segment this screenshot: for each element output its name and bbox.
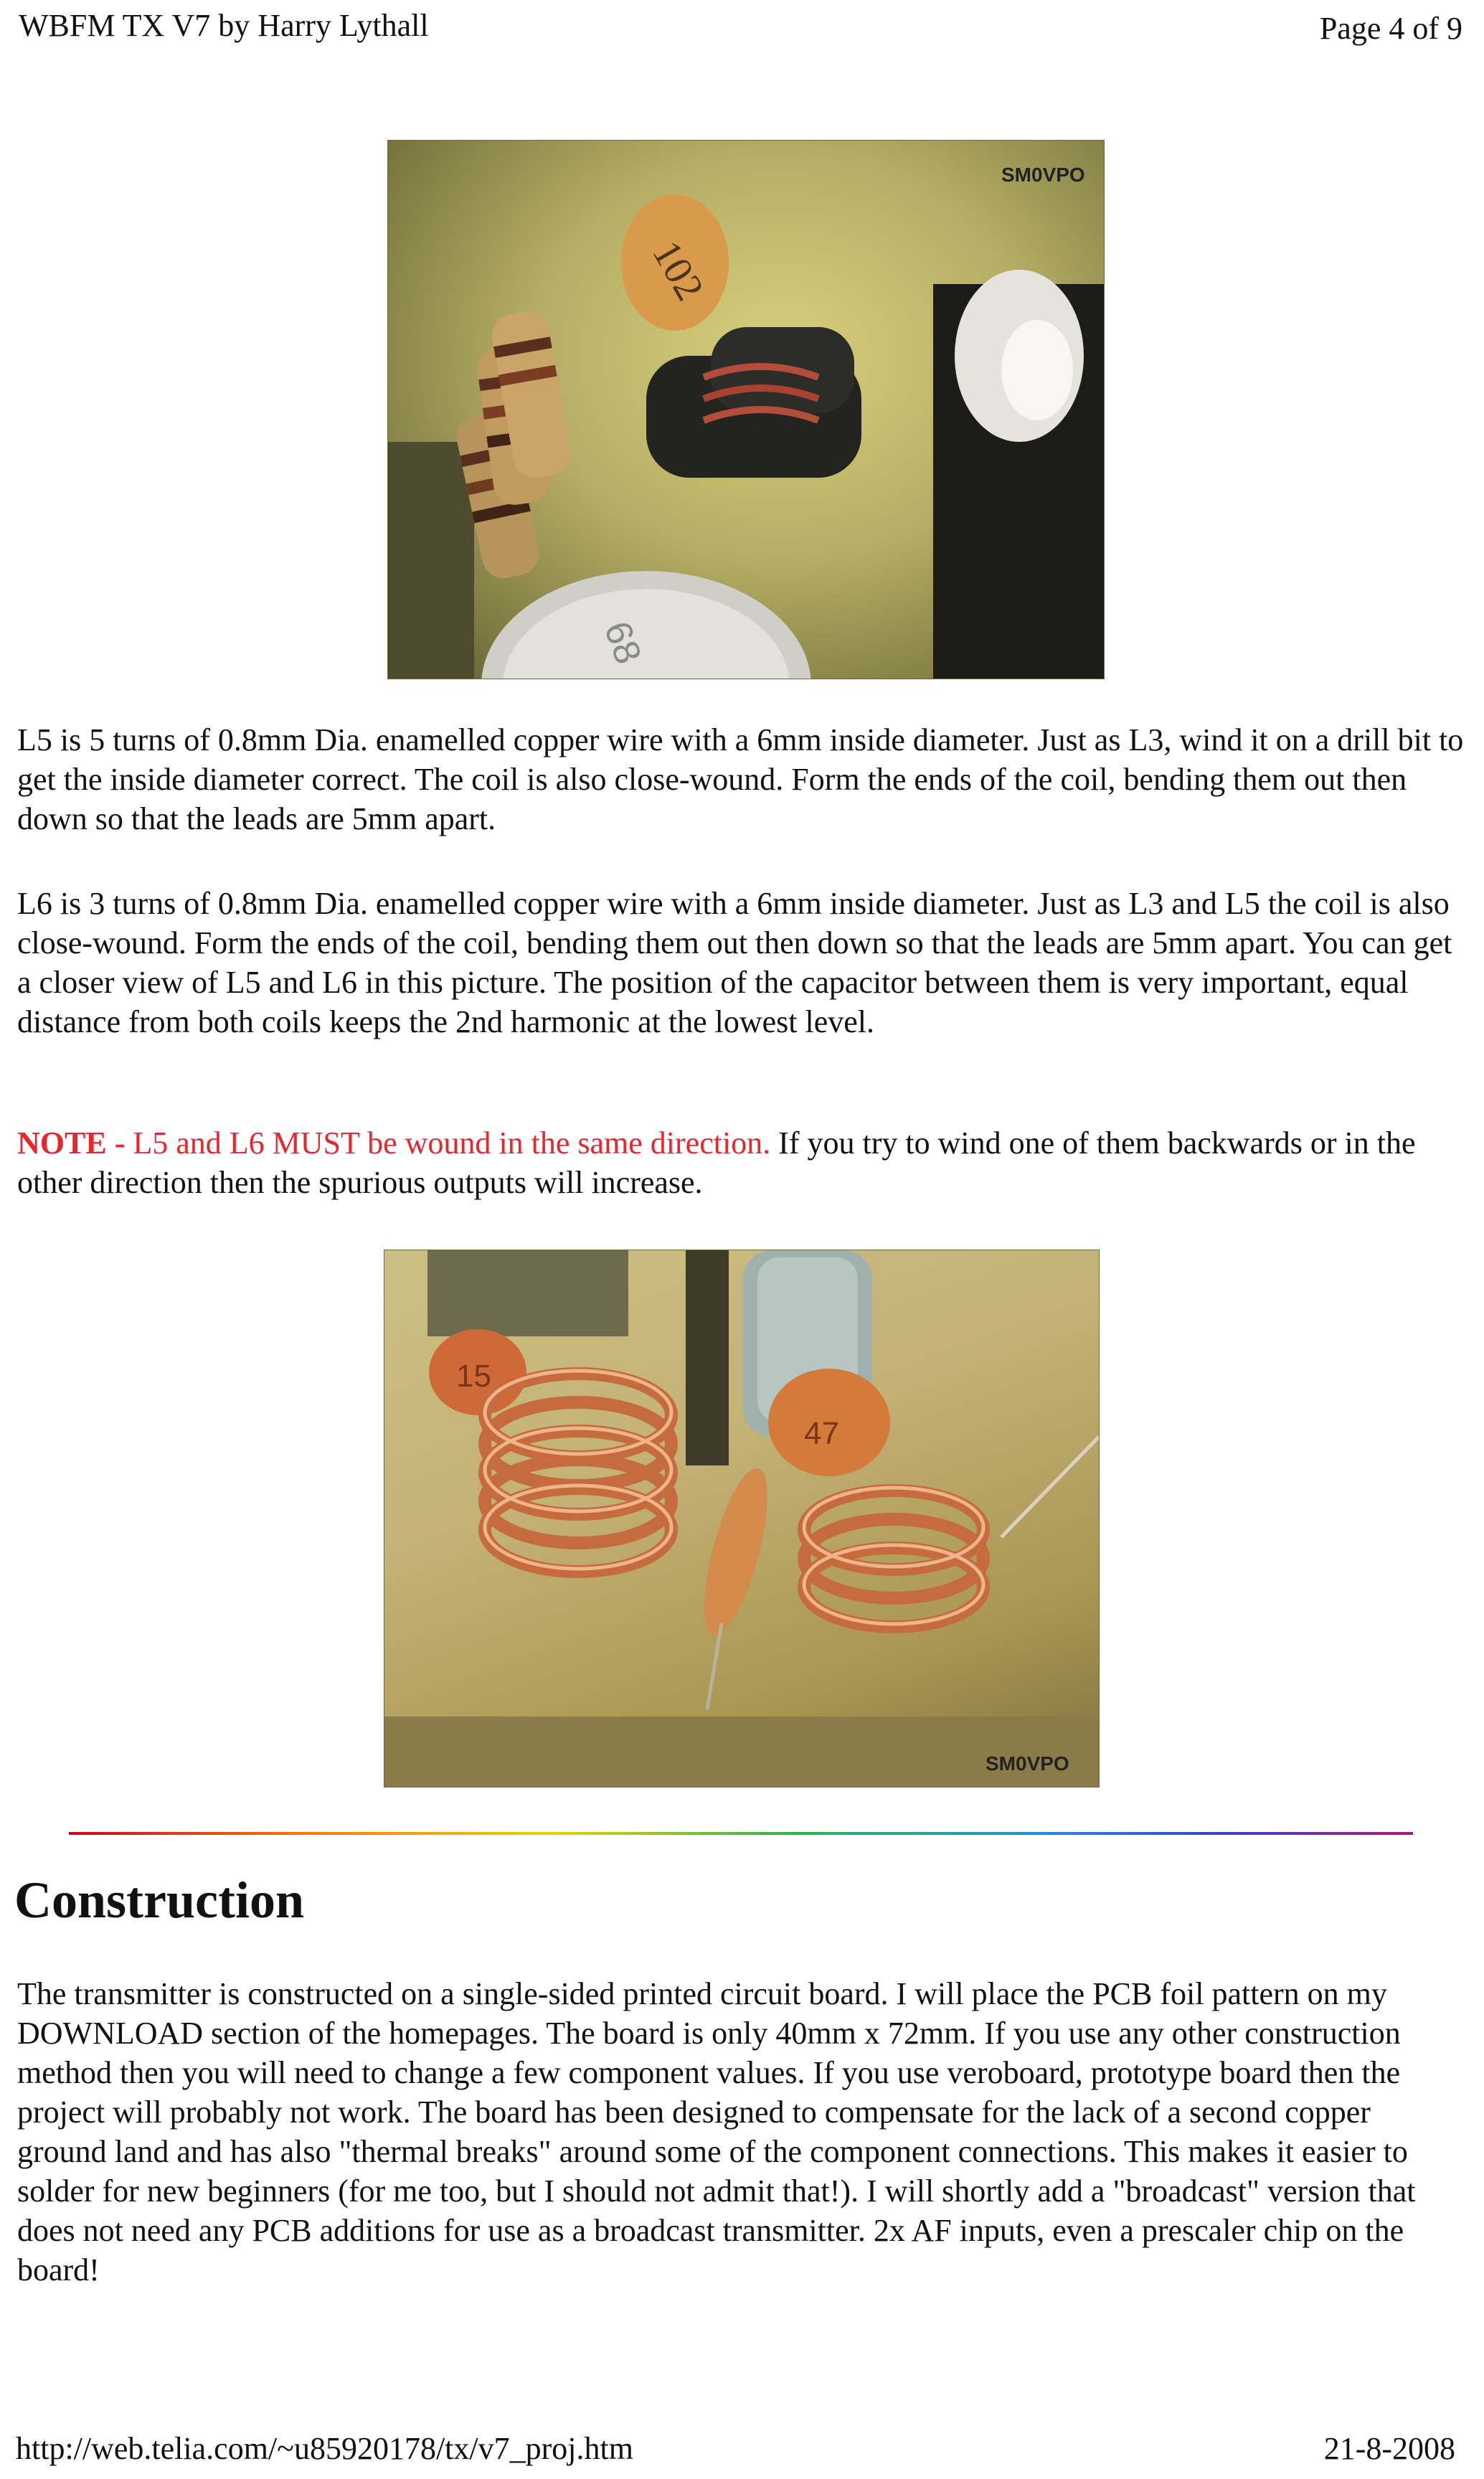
capacitor-label: 102 (643, 233, 713, 308)
note-warning: L5 and L6 MUST be wound in the same direction. (125, 1125, 771, 1161)
note-label: NOTE - (17, 1125, 126, 1161)
photo-watermark: SM0VPO (1001, 164, 1085, 186)
header-title: WBFM TX V7 by Harry Lythall (19, 8, 429, 43)
can-label: 68 (595, 615, 649, 670)
pcb-photo-l5-l6-closeup (387, 140, 1105, 679)
coils-photo-illustration (384, 1250, 1099, 1787)
coils-photo-l5-l6 (384, 1250, 1100, 1788)
footer-url: http://web.telia.com/~u85920178/tx/v7_proj.htm (16, 2431, 633, 2466)
note-rest: If you try to wind one of them backwards or in the other direction then the spurious outputs will increase. (17, 1125, 1416, 1200)
footer-date: 21-8-2008 (1323, 2431, 1455, 2466)
capacitor-15-label: 15 (456, 1359, 491, 1394)
pcb-photo-illustration (388, 141, 1104, 679)
photo-watermark: SM0VPO (986, 1752, 1069, 1775)
paragraph-l6: L6 is 3 turns of 0.8mm Dia. enamelled copper wire with a 6mm inside diameter. Just as L3 and L5 the coil is also close-wound. Form the ends of the coil, bending them out then down so that the leads are 5mm apart. You can get a closer view of L5 and L6 in this picture. The position of the capacitor between them is very important, equal distance from both coils keeps the 2nd harmonic at the lowest level. (17, 886, 1452, 1039)
rainbow-divider (69, 1832, 1413, 1835)
section-heading-construction: Construction (14, 1871, 305, 1929)
page-number: Page 4 of 9 (1319, 11, 1462, 46)
capacitor-47-label: 47 (804, 1416, 839, 1451)
note-paragraph (17, 1123, 1466, 1202)
paragraph-construction: The transmitter is constructed on a single-sided printed circuit board. I will place the PCB foil pattern on my DOWNLOAD section of the homepages. The board is only 40mm x 72mm. If you use any other construction method then you will need to change a few component values. If you use veroboard, prototype board then the project will probably not work. The board has been designed to compensate for the lack of a second copper ground land and has also "thermal breaks" around some of the component connections. This makes it easier to solder for new beginners (for me too, but I should not admit that!). I will shortly add a "broadcast" version that does not need any PCB additions for use as a broadcast transmitter. 2x AF inputs, even a prescaler chip on the board! (17, 1976, 1416, 2287)
paragraph-l5: L5 is 5 turns of 0.8mm Dia. enamelled copper wire with a 6mm inside diameter. Just as L3, wind it on a drill bit to get the inside diameter correct. The coil is also close-wound. Form the ends of the coil, bending them out then down so that the leads are 5mm apart. (17, 722, 1464, 836)
